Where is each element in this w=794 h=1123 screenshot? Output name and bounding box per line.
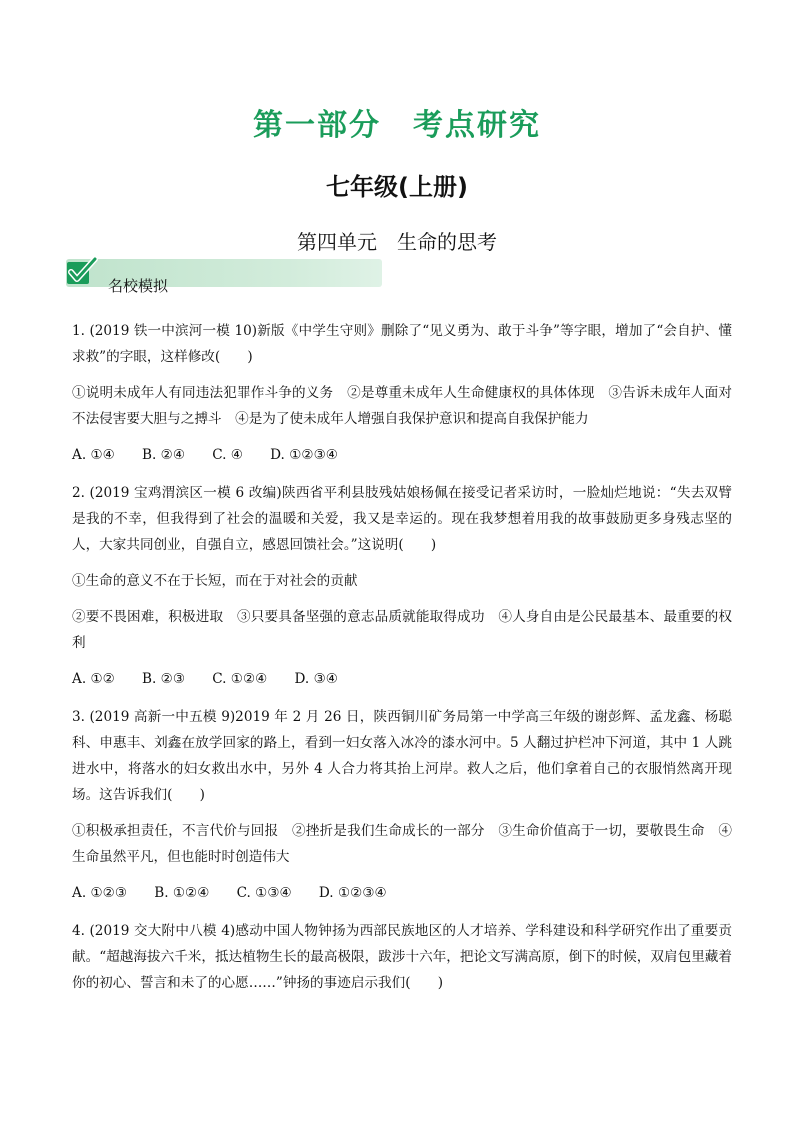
question-options: ①说明未成年人有同违法犯罪作斗争的义务 ②是尊重未成年人生命健康权的具体体现 ③告诉未成年人面对不法侵害要大胆与之搏斗 ④是为了使未成年人增强自我保护意识和提高自我保护能力 xyxy=(72,385,732,427)
question-1 xyxy=(72,318,732,468)
question-stem: 3. (2019 高新一中五模 9)2019 年 2 月 26 日，陕西铜川矿务局第一中学高三年级的谢彭辉、孟龙鑫、杨聪科、申惠丰、刘鑫在放学回家的路上，看到一妇女落入冰冷的漆水河中。5 人翻过护栏冲下河道，其中 1 人跳进水中，将落水的妇女救出水中，另外 4 人合力将其抬上河岸。救人之后，他们拿着自己的衣服悄然离开现场。这告诉我们( ) xyxy=(72,709,732,803)
answer-choices: A. ①②③ B. ①②④ C. ①③④ D. ①②③④ xyxy=(72,885,387,901)
part-heading: 第一部分 考点研究 xyxy=(253,108,541,143)
section-label: 名校模拟 xyxy=(108,277,169,295)
answer-choices: A. ①④ B. ②④ C. ④ D. ①②③④ xyxy=(72,447,338,463)
question-2 xyxy=(72,480,732,692)
check-mark-icon xyxy=(66,257,98,287)
question-4 xyxy=(72,918,732,996)
grade-title: 七年级(上册) xyxy=(326,173,468,201)
question-stem: 1. (2019 铁一中滨河一模 10)新版《中学生守则》删除了“见义勇为、敢于斗争”等字眼，增加了“会自护、懂求救”的字眼，这样修改( ) xyxy=(72,323,732,365)
question-list xyxy=(72,318,732,1006)
question-3 xyxy=(72,704,732,906)
question-options: ①生命的意义不在于长短，而在于对社会的贡献 xyxy=(72,573,358,589)
answer-choices: A. ①② B. ②③ C. ①②④ D. ③④ xyxy=(72,671,338,687)
question-options: ①积极承担责任，不言代价与回报 ②挫折是我们生命成长的一部分 ③生命价值高于一切，要敬畏生命 ④生命虽然平凡，但也能时时创造伟大 xyxy=(72,823,732,865)
question-options: ②要不畏困难，积极进取 ③只要具备坚强的意志品质就能取得成功 ④人身自由是公民最基本、最重要的权利 xyxy=(72,609,732,651)
question-stem: 4. (2019 交大附中八模 4)感动中国人物钟扬为西部民族地区的人才培养、学科建设和科学研究作出了重要贡献。“超越海拔六千米，抵达植物生长的最高极限，跋涉十六年，把论文写满高原，倒下的时候，双肩包里藏着你的初心、誓言和未了的心愿……”钟扬的事迹启示我们( ) xyxy=(72,923,732,991)
unit-title: 第四单元 生命的思考 xyxy=(297,230,497,254)
question-stem: 2. (2019 宝鸡渭滨区一模 6 改编)陕西省平利县肢残姑娘杨佩在接受记者采访时，一脸灿烂地说：“失去双臂是我的不幸，但我得到了社会的温暖和关爱，我又是幸运的。现在我梦想着用我的故事鼓励更多身残志坚的人，大家共同创业，自强自立，感恩回馈社会。”这说明( ) xyxy=(72,485,732,553)
